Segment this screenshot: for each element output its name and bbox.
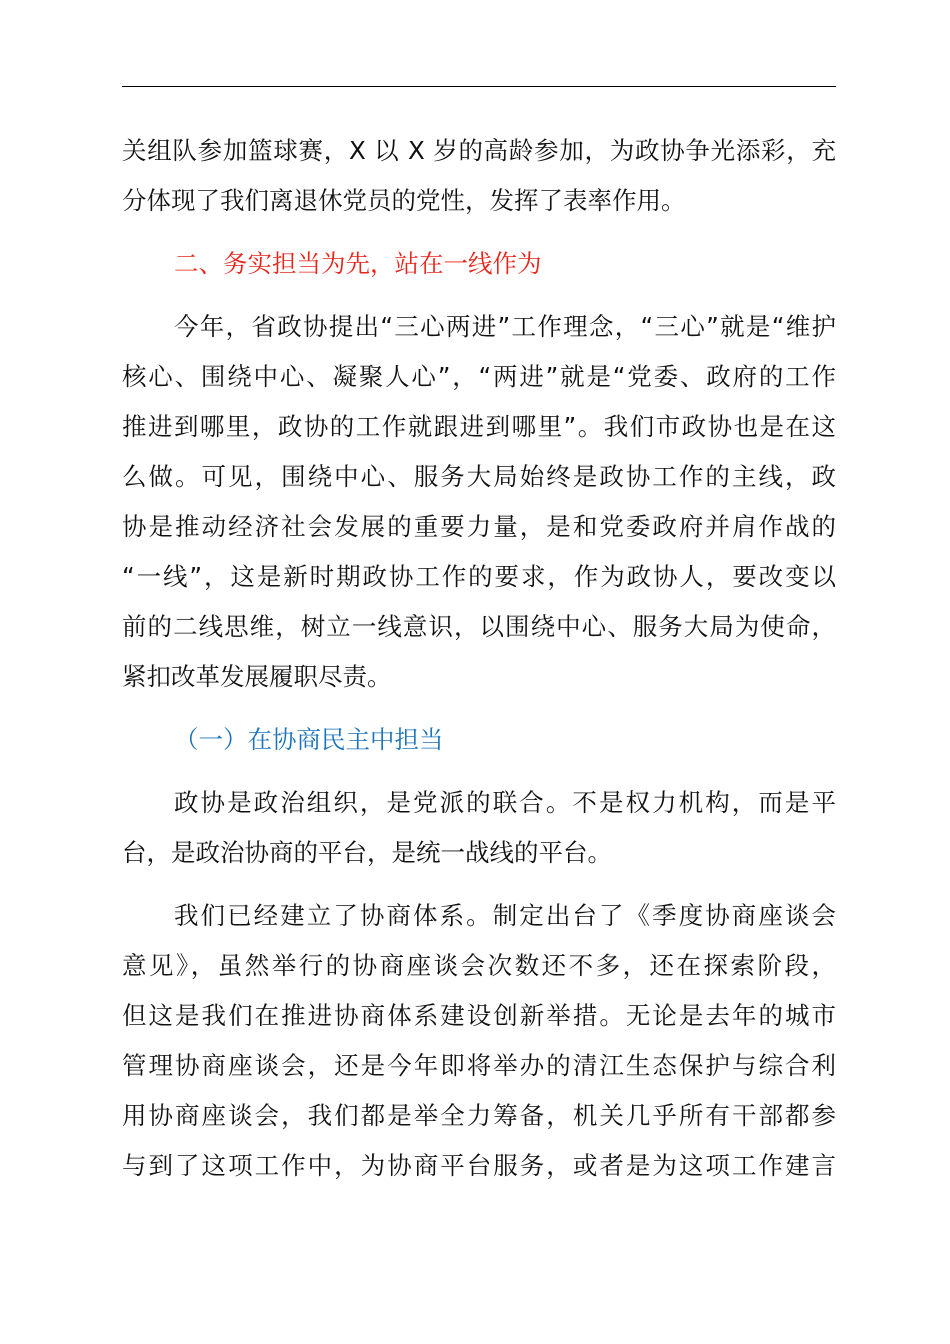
document-body: [122, 126, 836, 1191]
text-line: 前的二线思维，树立一线意识，以围绕中心、服务大局为使命，: [122, 612, 836, 641]
text-line: 推进到哪里，政协的工作就跟进到哪里”。我们市政协也是在这: [122, 412, 836, 441]
paragraph: [122, 126, 836, 226]
text-line: 关组队参加篮球赛，X 以 X 岁的高龄参加，为政协争光添彩，充: [122, 136, 836, 165]
paragraph: [122, 778, 836, 878]
text-line: “一线”，这是新时期政协工作的要求，作为政协人，要改变以: [122, 562, 836, 591]
text-line: 分体现了我们离退休党员的党性，发挥了表率作用。: [122, 186, 686, 215]
paragraph: [122, 891, 836, 1191]
text-line: 但这是我们在推进协商体系建设创新举措。无论是去年的城市: [122, 1001, 836, 1030]
text-line: 与到了这项工作中，为协商平台服务，或者是为这项工作建言: [122, 1151, 836, 1180]
text-line: 政协是政治组织，是党派的联合。不是权力机构，而是平: [174, 788, 836, 817]
section-heading: 二、务实担当为先，站在一线作为: [174, 249, 542, 278]
text-line: 核心、围绕中心、凝聚人心”，“两进”就是“党委、政府的工作: [122, 362, 836, 391]
header-rule: [122, 86, 836, 87]
text-line: 管理协商座谈会，还是今年即将举办的清江生态保护与综合利: [122, 1051, 836, 1080]
text-line: 用协商座谈会，我们都是举全力筹备，机关几乎所有干部都参: [122, 1101, 836, 1130]
text-line: 我们已经建立了协商体系。制定出台了《季度协商座谈会: [174, 901, 836, 930]
text-line: 台，是政治协商的平台，是统一战线的平台。: [122, 838, 612, 867]
paragraph: [122, 302, 836, 702]
subsection-heading: （一）在协商民主中担当: [174, 725, 444, 754]
text-line: 协是推动经济社会发展的重要力量，是和党委政府并肩作战的: [122, 512, 836, 541]
text-line: 紧扣改革发展履职尽责。: [122, 662, 392, 691]
text-line: 今年，省政协提出“三心两进”工作理念，“三心”就是“维护: [174, 312, 836, 341]
text-line: 么做。可见，围绕中心、服务大局始终是政协工作的主线，政: [122, 462, 836, 491]
text-line: 意见》，虽然举行的协商座谈会次数还不多，还在探索阶段，: [122, 951, 836, 980]
